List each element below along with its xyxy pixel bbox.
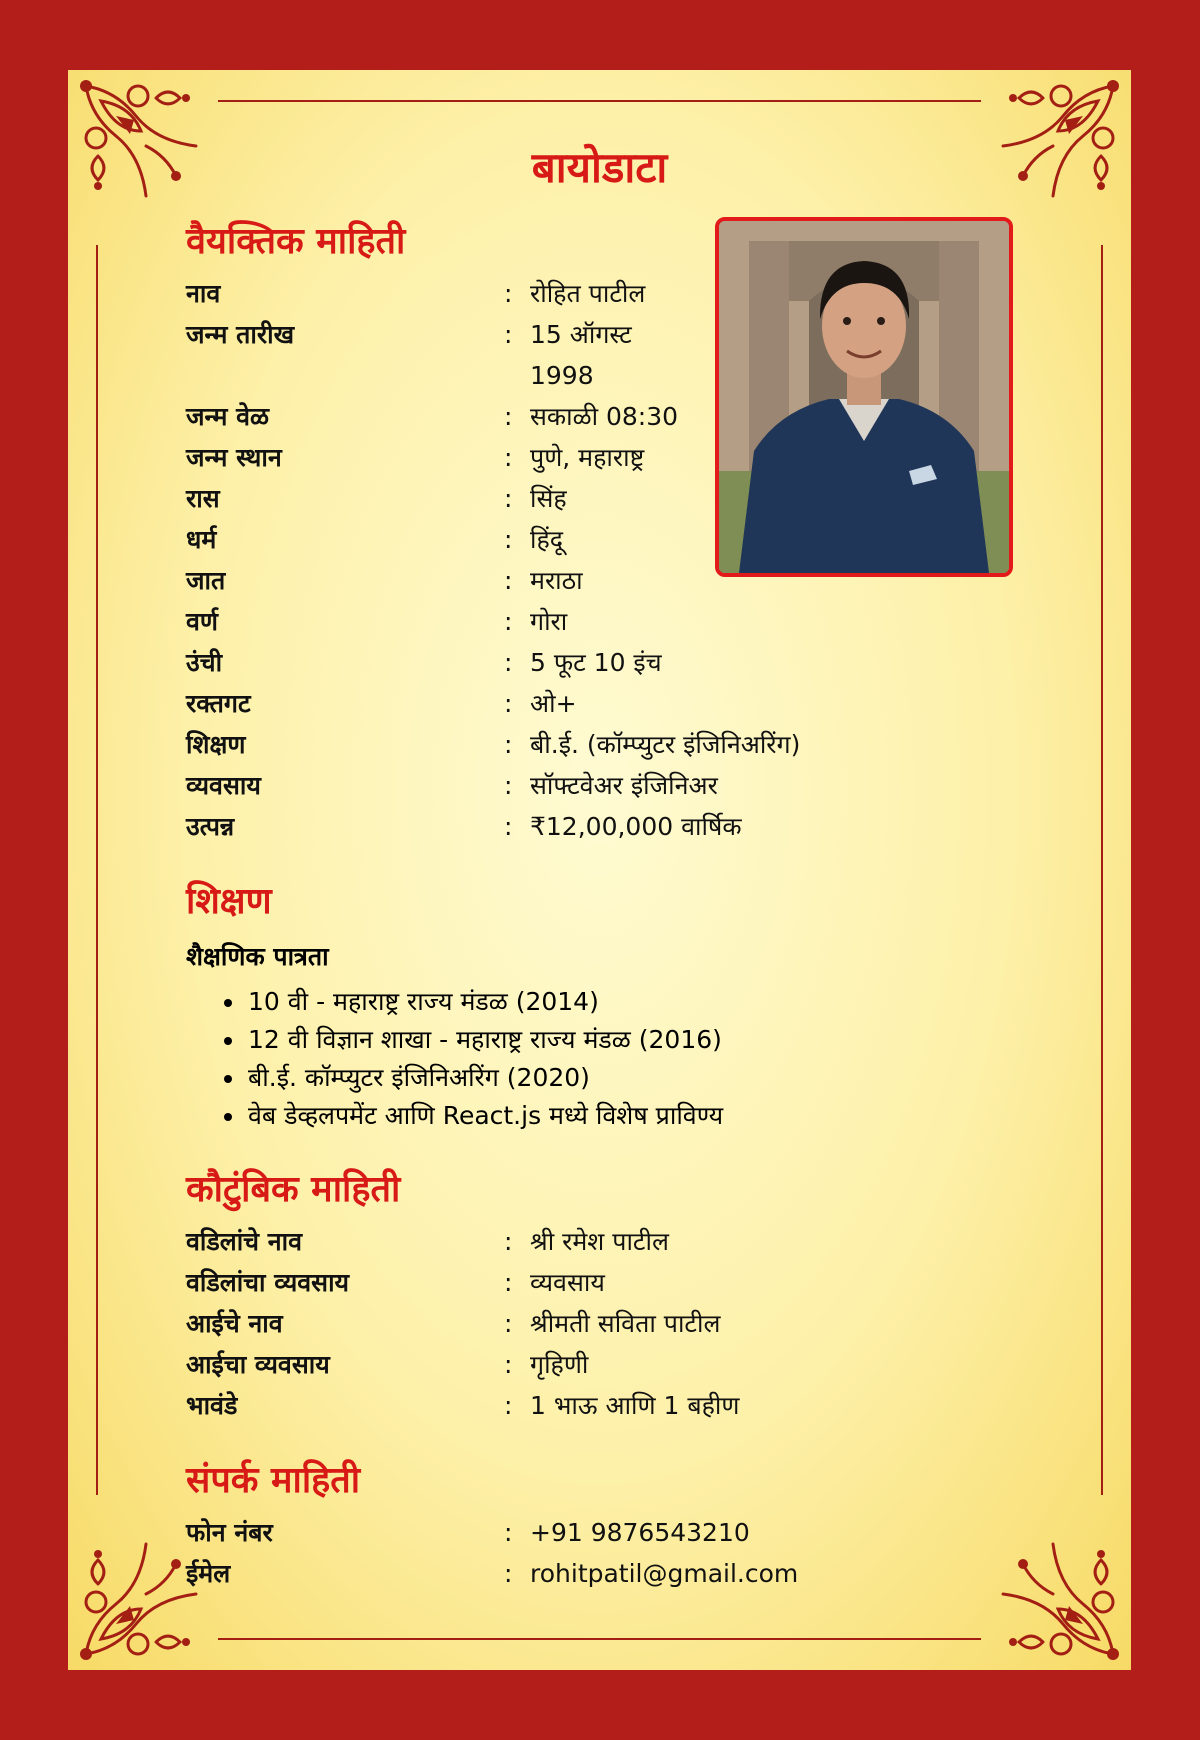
- separator: :: [504, 402, 513, 431]
- info-value: मराठा: [530, 566, 583, 595]
- info-value: ओ+: [530, 689, 577, 718]
- info-value: गृहिणी: [530, 1350, 589, 1379]
- info-row: [186, 1385, 1086, 1426]
- info-label: उत्पन्न: [186, 812, 235, 841]
- info-value: सकाळी 08:30: [530, 402, 679, 431]
- info-label: वडिलांचा व्यवसाय: [186, 1268, 350, 1297]
- phone-number: +91 9876543210: [530, 1518, 750, 1547]
- info-value: हिंदू: [530, 525, 564, 554]
- info-value: ₹12,00,000 वार्षिक: [530, 812, 742, 841]
- email-address: rohitpatil@gmail.com: [530, 1559, 799, 1588]
- info-row: [186, 1344, 1086, 1385]
- info-value: 1 भाऊ आणि 1 बहीण: [530, 1391, 740, 1420]
- separator: :: [504, 484, 513, 513]
- info-row: [186, 765, 1086, 806]
- biodata-page: [68, 70, 1131, 1670]
- family-info-list: [186, 1221, 1086, 1426]
- info-row: [186, 1303, 1086, 1344]
- info-label: भावंडे: [186, 1391, 238, 1420]
- info-label: नाव: [186, 279, 221, 308]
- education-list: [186, 983, 1086, 1135]
- info-value: 15 ऑगस्ट 1998: [530, 320, 632, 390]
- info-value: सिंह: [530, 484, 567, 513]
- info-row: [186, 314, 1086, 396]
- personal-info-list: [186, 273, 1086, 847]
- info-label: उंची: [186, 648, 223, 677]
- separator: :: [504, 730, 513, 759]
- education-subheading: शैक्षणिक पात्रता: [186, 942, 329, 971]
- info-label: वडिलांचे नाव: [186, 1227, 303, 1256]
- separator: :: [504, 320, 513, 349]
- info-value: व्यवसाय: [530, 1268, 605, 1297]
- info-row: [186, 1221, 1086, 1262]
- list-item: • वेब डेव्हलपमेंट आणि React.js मध्ये विशेष प्राविण्य: [246, 1097, 1086, 1135]
- info-row: [186, 396, 1086, 437]
- page-title: बायोडाटा: [531, 143, 668, 192]
- separator: :: [504, 771, 513, 800]
- separator: :: [504, 566, 513, 595]
- info-label: जन्म स्थान: [186, 443, 282, 472]
- info-row: [186, 560, 1086, 601]
- info-row: [186, 519, 1086, 560]
- separator: :: [504, 689, 513, 718]
- separator: :: [504, 1559, 513, 1588]
- info-value: बी.ई. (कॉम्प्युटर इंजिनिअरिंग): [530, 730, 801, 759]
- top-border-line: [218, 100, 981, 102]
- info-label: शिक्षण: [186, 730, 246, 759]
- left-border-line: [96, 245, 98, 1495]
- info-label: जन्म तारीख: [186, 320, 295, 349]
- info-value: रोहित पाटील: [530, 279, 646, 308]
- info-label: आईचे नाव: [186, 1309, 283, 1338]
- info-label: जन्म वेळ: [186, 402, 270, 431]
- separator: :: [504, 648, 513, 677]
- info-row: [186, 437, 1086, 478]
- separator: :: [504, 812, 513, 841]
- list-item: • 12 वी विज्ञान शाखा - महाराष्ट्र राज्य मंडळ (2016): [246, 1021, 1086, 1059]
- info-row: [186, 642, 1086, 683]
- bottom-border-line: [218, 1638, 981, 1640]
- info-label: आईचा व्यवसाय: [186, 1350, 330, 1379]
- separator: :: [504, 1309, 513, 1338]
- info-row: [186, 724, 1086, 765]
- info-label: जात: [186, 566, 226, 595]
- info-value: 5 फूट 10 इंच: [530, 648, 662, 677]
- info-label: रास: [186, 484, 220, 513]
- info-row: [186, 1553, 1086, 1594]
- info-label: वर्ण: [186, 607, 218, 636]
- contact-info-list: [186, 1512, 1086, 1594]
- info-value: पुणे, महाराष्ट्र: [530, 443, 645, 472]
- separator: :: [504, 1268, 513, 1297]
- info-row: [186, 273, 1086, 314]
- separator: :: [504, 443, 513, 472]
- info-value: गोरा: [530, 607, 568, 636]
- info-row: [186, 601, 1086, 642]
- separator: :: [504, 1518, 513, 1547]
- list-item: • 10 वी - महाराष्ट्र राज्य मंडळ (2014): [246, 983, 1086, 1021]
- info-value: श्रीमती सविता पाटील: [530, 1309, 721, 1338]
- education-heading: शिक्षण: [186, 881, 272, 922]
- info-label: धर्म: [186, 525, 217, 554]
- separator: :: [504, 525, 513, 554]
- info-label: व्यवसाय: [186, 771, 261, 800]
- family-info-heading: कौटुंबिक माहिती: [186, 1169, 401, 1210]
- separator: :: [504, 279, 513, 308]
- info-label: ईमेल: [186, 1559, 231, 1588]
- contact-info-heading: संपर्क माहिती: [186, 1460, 361, 1501]
- personal-info-heading: वैयक्तिक माहिती: [186, 221, 406, 262]
- info-row: [186, 806, 1086, 847]
- separator: :: [504, 1391, 513, 1420]
- separator: :: [504, 1350, 513, 1379]
- right-border-line: [1101, 245, 1103, 1495]
- separator: :: [504, 607, 513, 636]
- info-label: फोन नंबर: [186, 1518, 273, 1547]
- info-value: श्री रमेश पाटील: [530, 1227, 669, 1256]
- info-row: [186, 478, 1086, 519]
- info-row: [186, 1512, 1086, 1553]
- list-item: • बी.ई. कॉम्प्युटर इंजिनिअरिंग (2020): [246, 1059, 1086, 1097]
- info-row: [186, 1262, 1086, 1303]
- info-label: रक्तगट: [186, 689, 251, 718]
- separator: :: [504, 1227, 513, 1256]
- biodata-content: [186, 217, 1086, 1594]
- info-row: [186, 683, 1086, 724]
- info-value: सॉफ्टवेअर इंजिनिअर: [530, 771, 718, 800]
